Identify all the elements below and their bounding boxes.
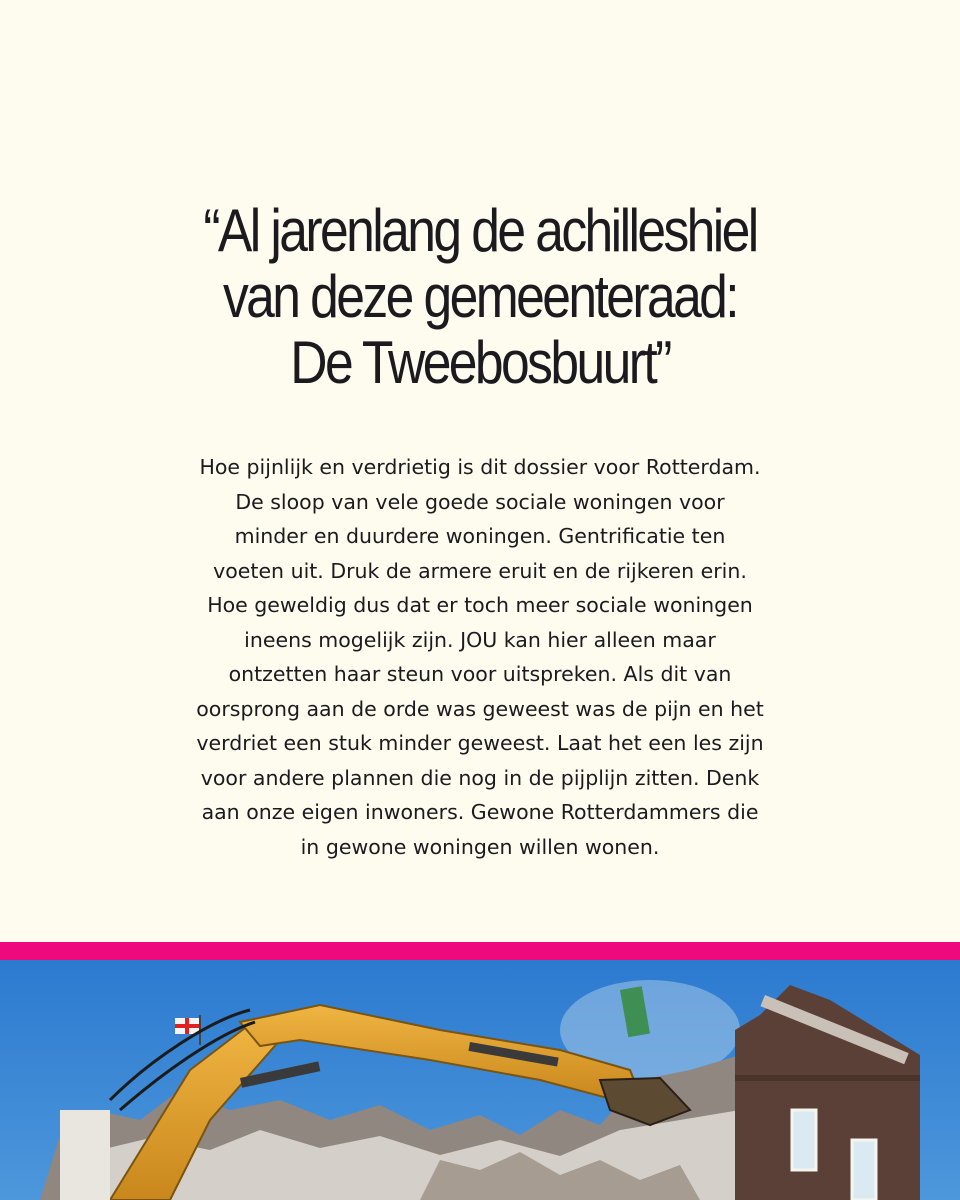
body-line: in gewone woningen willen wonen.	[300, 834, 660, 859]
body-paragraph	[150, 450, 810, 864]
demolition-scene-illustration	[0, 960, 960, 1200]
demolition-photo	[0, 960, 960, 1200]
window	[852, 1140, 876, 1200]
body-line: ineens mogelijk zijn. JOU kan hier alleen maar	[244, 627, 716, 652]
brick-band	[735, 1075, 920, 1081]
body-line: De sloop van vele goede sociale woningen voor	[235, 489, 725, 514]
body-line: aan onze eigen inwoners. Gewone Rotterdammers die	[201, 800, 759, 824]
headline-line: van deze gemeenteraad:	[222, 263, 738, 330]
body-line: voeten uit. Druk de armere eruit en de rijkeren erin.	[213, 558, 747, 583]
ruined-wall	[60, 1110, 110, 1200]
body-line: Hoe pijnlijk en verdrietig is dit dossier voor Rotterdam.	[199, 455, 761, 479]
body-line: Hoe geweldig dus dat er toch meer sociale woningen	[207, 593, 753, 617]
headline-line: “Al jarenlang de achilleshiel	[203, 197, 757, 264]
body-line: oorsprong aan de orde was geweest was de pijn en het	[196, 696, 764, 721]
flag-cross	[175, 1024, 199, 1028]
body-line: ontzetten haar steun voor uitspreken. Als dit van	[228, 662, 732, 686]
accent-bar	[0, 942, 960, 960]
body-line: voor andere plannen die nog in de pijplijn zitten. Denk	[200, 765, 760, 790]
window	[792, 1110, 816, 1170]
headline-line: De Tweebosbuurt”	[290, 329, 670, 396]
body-line: minder en duurdere woningen. Gentrificatie ten	[234, 524, 726, 548]
body-line: verdriet een stuk minder geweest. Laat het een les zijn	[196, 731, 764, 755]
quote-headline	[136, 198, 824, 396]
